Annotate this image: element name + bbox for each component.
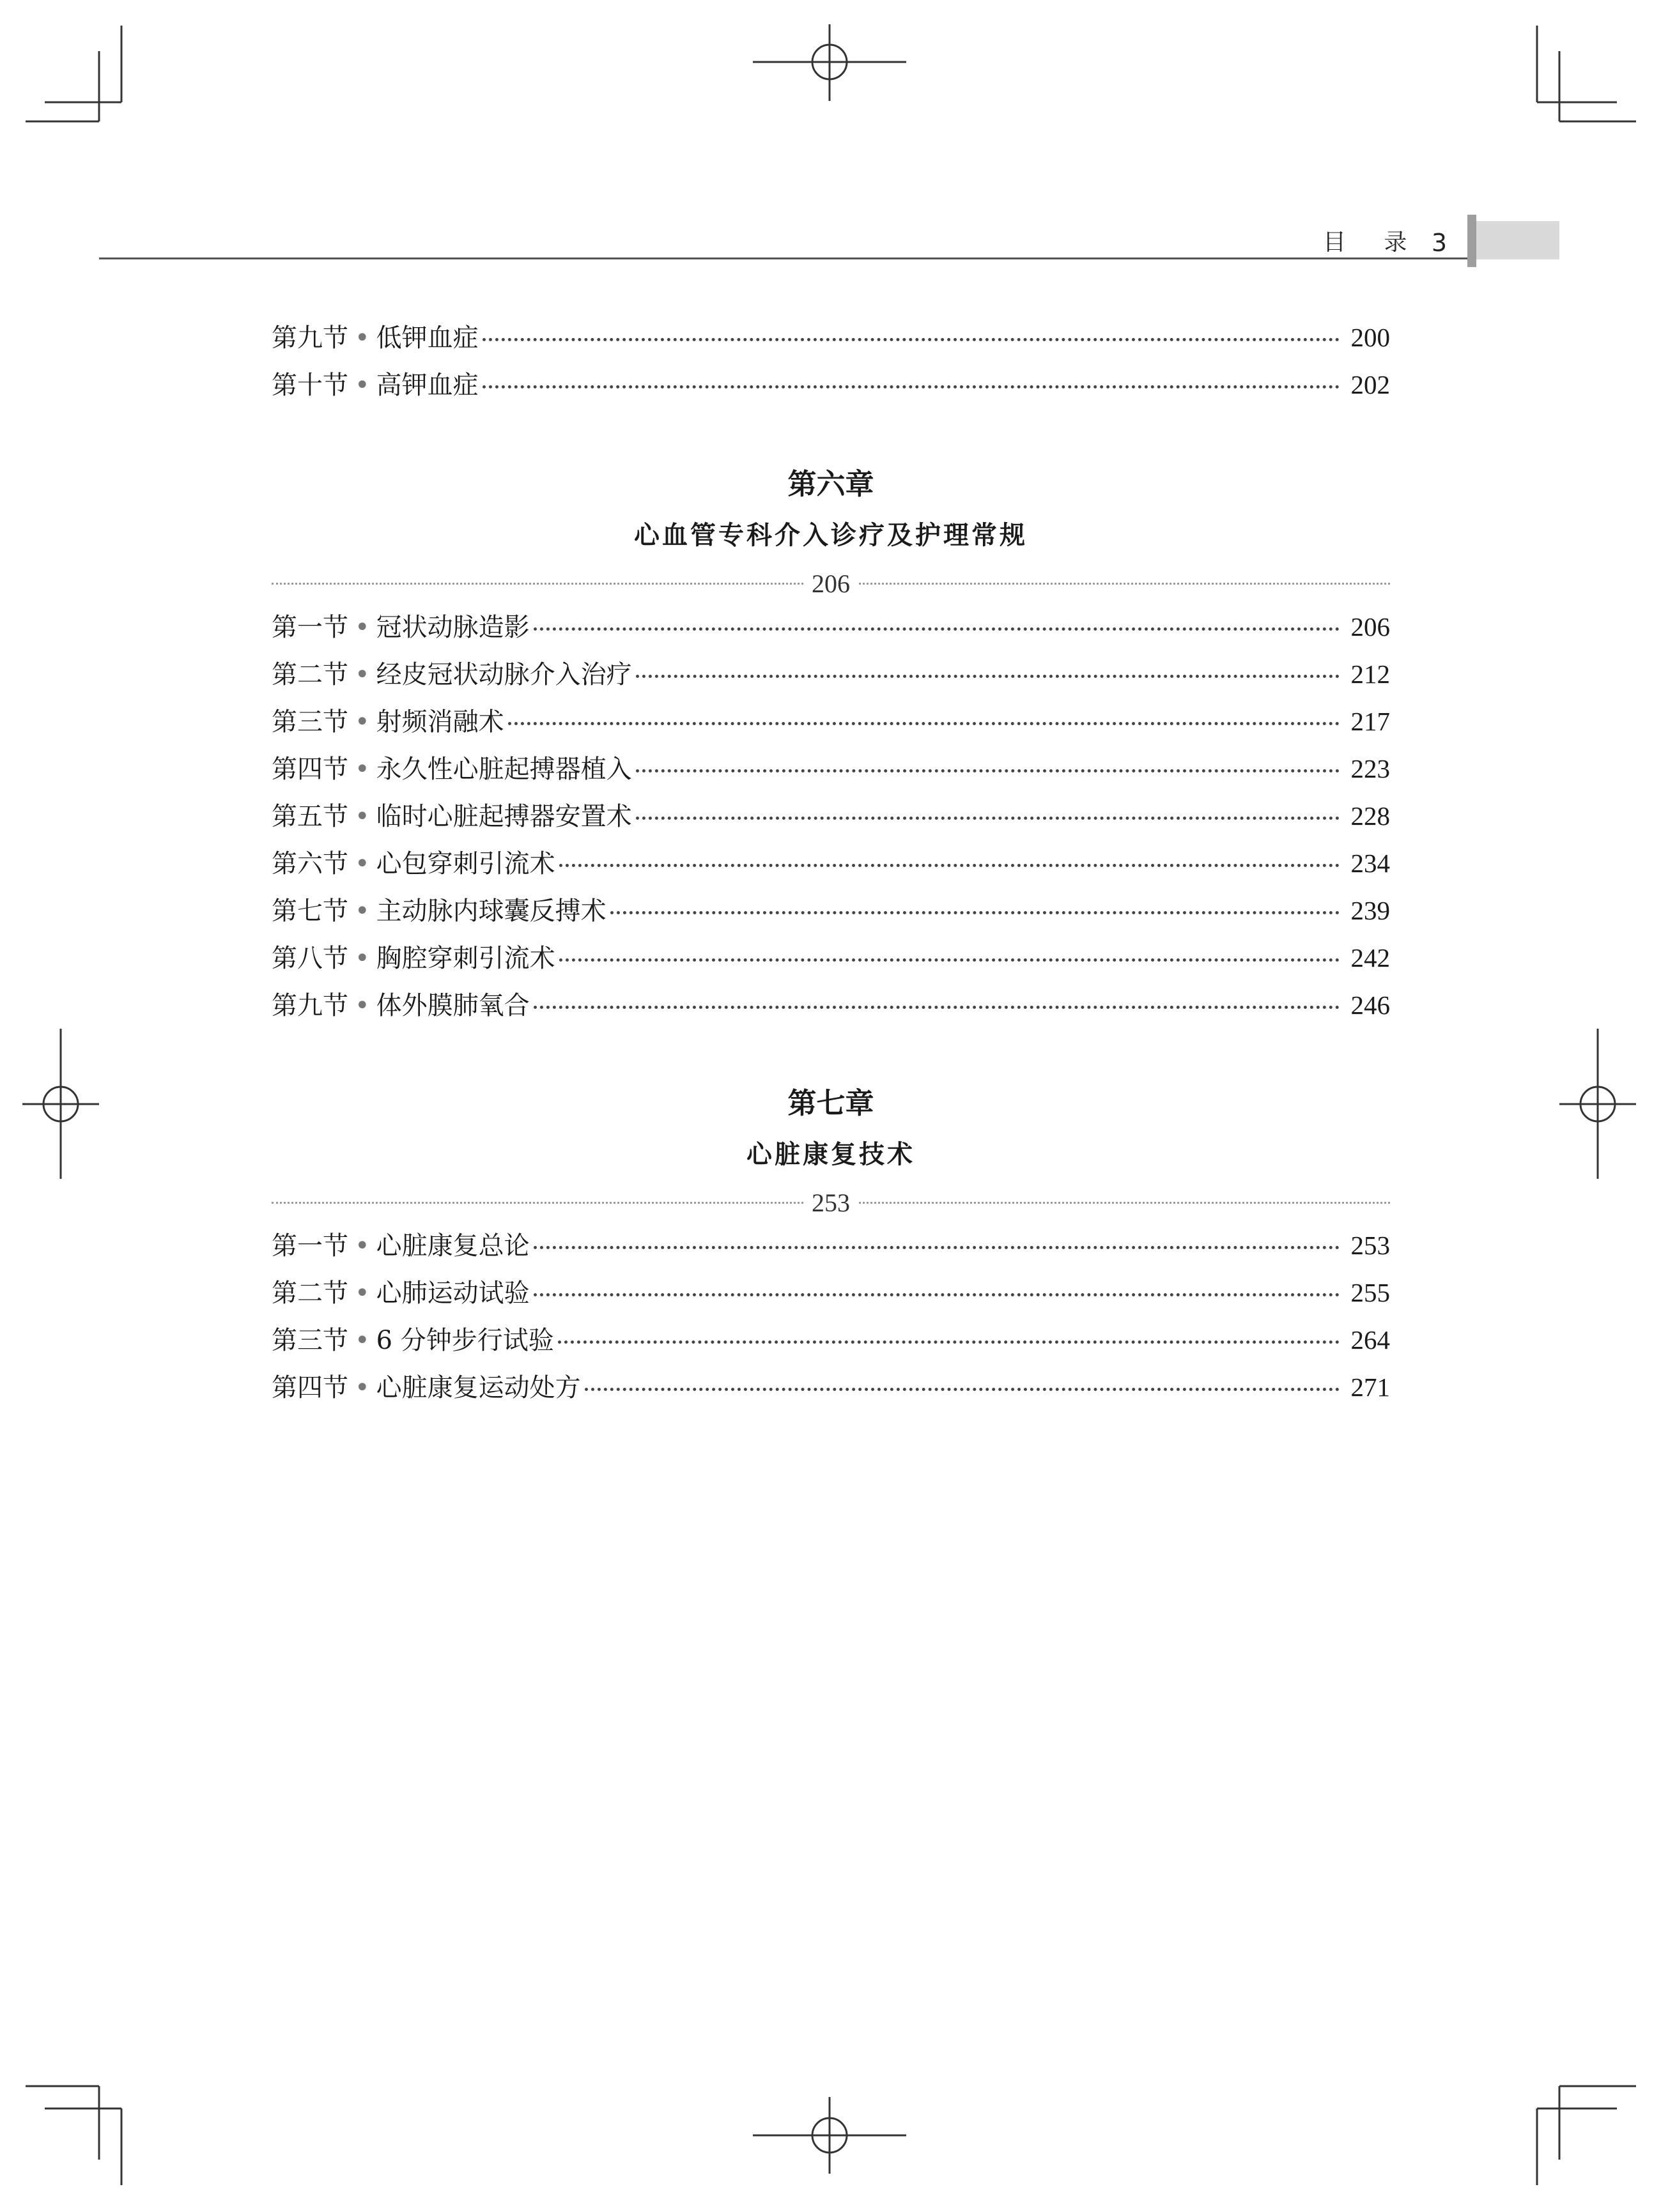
header-shade-block [1476,221,1559,259]
toc-page: 212 [1350,659,1390,689]
toc-entry[interactable] [272,1225,1390,1273]
toc-bullet: • [355,755,370,784]
toc-top-list [272,318,1390,412]
chapter-page-bar [272,565,1390,603]
toc-entry[interactable] [272,985,1390,1033]
chapter7-list [272,1225,1390,1415]
toc-bullet: • [355,991,370,1020]
toc-bullet: • [355,1326,370,1355]
toc-title: 高钾血症 [376,371,479,400]
toc-title: 射频消融术 [376,707,504,737]
toc-title: 永久性心脏起搏器植入 [376,755,632,784]
toc-section: 第八节 [272,944,348,973]
toc-page: 271 [1350,1372,1390,1402]
toc-title: 临时心脏起搏器安置术 [376,802,632,831]
toc-section: 第一节 [272,1231,348,1261]
toc-page: 202 [1350,370,1390,399]
toc-bullet: • [355,371,370,400]
toc-leader [534,1246,1340,1249]
toc-title: 胸腔穿刺引流术 [376,944,555,973]
toc-entry[interactable] [272,365,1390,412]
toc-bullet: • [355,849,370,879]
toc-leader [610,911,1340,914]
toc-leader [636,675,1340,678]
toc-leader [558,1340,1340,1344]
toc-entry[interactable] [272,1367,1390,1415]
toc-entry[interactable] [272,1320,1390,1367]
toc-title: 心包穿刺引流术 [376,849,555,879]
toc-entry[interactable] [272,702,1390,749]
toc-bullet: • [355,944,370,973]
toc-leader [636,769,1340,772]
toc-leader [534,627,1340,631]
toc-page: 228 [1350,801,1390,831]
toc-section: 第九节 [272,323,348,353]
toc-title: 低钾血症 [376,323,479,353]
toc-leader [534,1006,1340,1009]
toc-entry[interactable] [272,607,1390,654]
header-tab [1467,215,1476,267]
toc-title: 心脏康复运动处方 [376,1373,581,1402]
toc-section: 第三节 [272,1326,348,1355]
toc-page: 200 [1350,323,1390,352]
toc-entry[interactable] [272,796,1390,843]
toc-page: 239 [1350,896,1390,925]
toc-title: 冠状动脉造影 [376,613,530,642]
toc-page: 234 [1350,849,1390,878]
toc-page: 255 [1350,1278,1390,1307]
toc-section: 第六节 [272,849,348,879]
toc-title: 体外膜肺氧合 [376,991,530,1020]
toc-section: 第七节 [272,896,348,926]
chapter-page: 206 [804,565,858,603]
toc-page: 246 [1350,990,1390,1020]
chapter6-list [272,607,1390,1033]
toc-section: 第十节 [272,371,348,400]
chapter-number: 第七章 [787,1086,874,1120]
toc-title: 经皮冠状动脉介入治疗 [376,660,632,689]
chapter-title[interactable]: 心血管专科介入诊疗及护理常规 [634,521,1028,550]
toc-section: 第四节 [272,755,348,784]
toc-bullet: • [355,1279,370,1308]
toc-title: 6 分钟步行试验 [376,1326,554,1355]
toc-leader [559,864,1340,867]
toc-bullet: • [355,1373,370,1402]
toc-leader [559,958,1340,962]
toc-title: 主动脉内球囊反搏术 [376,896,606,926]
toc-leader [508,722,1340,725]
toc-leader [636,817,1340,820]
toc-leader [585,1388,1340,1391]
chapter7-heading [272,1078,1390,1222]
toc-leader [483,385,1340,388]
toc-title: 心肺运动试验 [376,1279,530,1308]
toc-entry[interactable] [272,749,1390,796]
chapter-number: 第六章 [787,467,874,501]
toc-section: 第二节 [272,1279,348,1308]
toc-bullet: • [355,802,370,831]
toc-section: 第九节 [272,991,348,1020]
toc-section: 第二节 [272,660,348,689]
chapter-page-bar [272,1184,1390,1222]
header-label: 目 录 [1323,229,1423,256]
toc-section: 第一节 [272,613,348,642]
toc-entry[interactable] [272,843,1390,891]
toc-entry[interactable] [272,318,1390,365]
toc-bullet: • [355,707,370,737]
toc-leader [483,338,1340,341]
toc-bullet: • [355,896,370,926]
toc-bullet: • [355,323,370,353]
toc-entry[interactable] [272,1273,1390,1320]
toc-leader [534,1293,1340,1296]
header-page-number: 3 [1431,229,1448,257]
chapter-page: 253 [804,1184,858,1222]
chapter6-heading [272,459,1390,603]
toc-title: 心脏康复总论 [376,1231,530,1261]
chapter-title[interactable]: 心脏康复技术 [746,1140,915,1169]
toc-page: 217 [1350,707,1390,736]
toc-page: 206 [1350,612,1390,641]
toc-bullet: • [355,613,370,642]
toc-entry[interactable] [272,938,1390,985]
toc-bullet: • [355,1231,370,1261]
toc-entry[interactable] [272,654,1390,702]
toc-page: 242 [1350,943,1390,972]
toc-page: 264 [1350,1325,1390,1355]
toc-page: 253 [1350,1231,1390,1260]
toc-section: 第五节 [272,802,348,831]
toc-section: 第三节 [272,707,348,737]
toc-page: 223 [1350,754,1390,783]
toc-entry[interactable] [272,891,1390,938]
toc-bullet: • [355,660,370,689]
toc-section: 第四节 [272,1373,348,1402]
